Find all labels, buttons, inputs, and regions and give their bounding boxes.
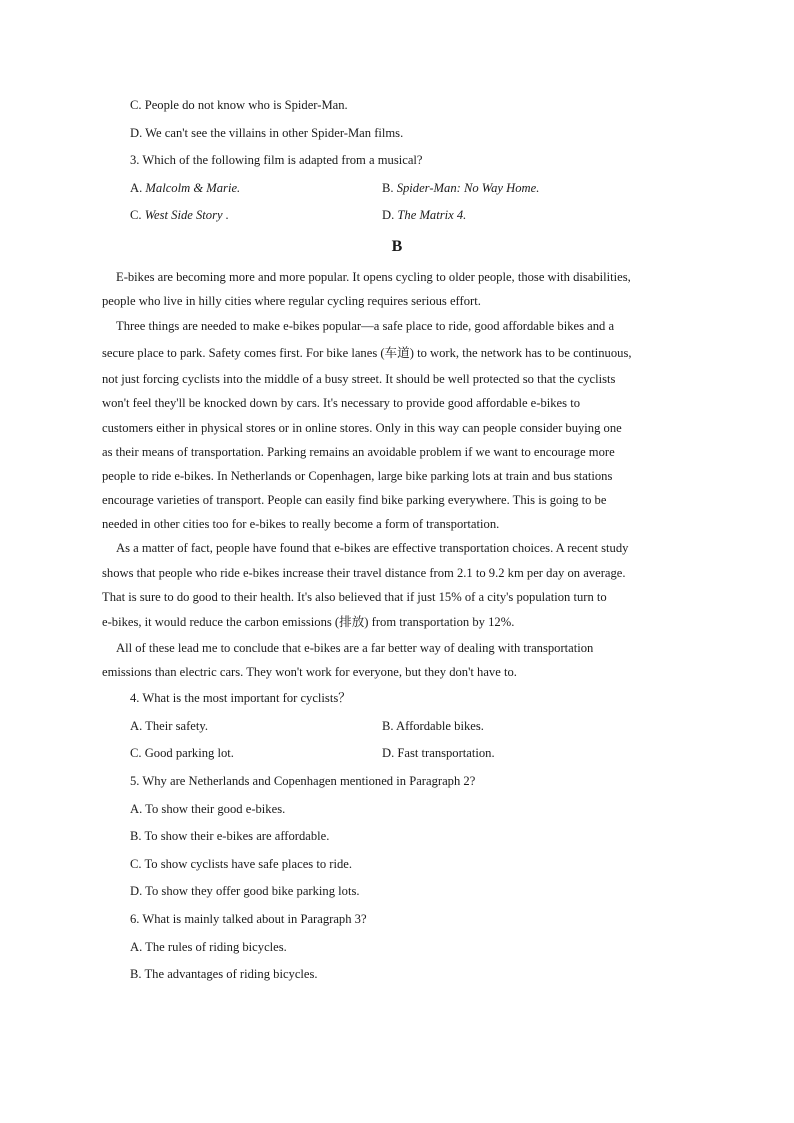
passage-line: As a matter of fact, people have found that e-bikes are effective transportation choices. A recent study [116, 541, 629, 555]
q4-option-c: C. Good parking lot. [130, 746, 234, 760]
q3-option-d [382, 207, 466, 223]
q2-option-d: D. We can't see the villains in other Spider-Man films. [130, 126, 404, 140]
passage-line: All of these lead me to conclude that e-bikes are a far better way of dealing with transportation [116, 641, 594, 655]
passage-line: won't feel they'll be knocked down by cars. It's necessary to provide good affordable e-bikes to [102, 396, 580, 410]
q4-option-a: A. Their safety. [130, 719, 208, 733]
passage-line: That is sure to do good to their health. It's also believed that if just 15% of a city's population turn to [102, 590, 607, 604]
passage-line: people to ride e-bikes. In Netherlands or Copenhagen, large bike parking lots at train and bus stations [102, 469, 613, 483]
passage-line: E-bikes are becoming more and more popular. It opens cycling to older people, those with disabilities, [116, 270, 631, 284]
film-title: West Side Story . [144, 208, 229, 222]
q4-option-b: B. Affordable bikes. [382, 719, 484, 733]
passage-line: customers either in physical stores or in online stores. Only in this way can people consider buying one [102, 421, 622, 435]
option-letter: D. [382, 208, 398, 222]
film-title: Malcolm & Marie. [145, 181, 241, 195]
passage-line: people who live in hilly cities where regular cycling requires serious effort. [102, 294, 481, 308]
q6-stem: 6. What is mainly talked about in Paragraph 3? [130, 912, 367, 926]
passage-line: encourage varieties of transport. People can easily find bike parking everywhere. This is going to be [102, 493, 607, 507]
option-letter: B. [382, 181, 397, 195]
passage-line: not just forcing cyclists into the middle of a busy street. It should be well protected so that the cyclists [102, 372, 616, 386]
section-heading: B [391, 238, 403, 255]
passage-line: Three things are needed to make e-bikes popular—a safe place to ride, good affordable bikes and a [116, 319, 615, 333]
q5-option-c: C. To show cyclists have safe places to ride. [130, 857, 353, 871]
q4-option-d: D. Fast transportation. [382, 746, 495, 760]
film-title: Spider-Man: No Way Home. [396, 181, 540, 195]
passage-line: secure place to park. Safety comes first. For bike lanes (车道) to work, the network has to be continuous, [102, 346, 632, 360]
passage-line: e-bikes, it would reduce the carbon emissions (排放) from transportation by 12%. [102, 615, 515, 629]
q6-option-b: B. The advantages of riding bicycles. [130, 967, 318, 981]
passage-line: needed in other cities too for e-bikes to really become a form of transportation. [102, 517, 500, 531]
q3-option-c [130, 207, 229, 223]
passage-line: shows that people who ride e-bikes increase their travel distance from 2.1 to 9.2 km per day on average. [102, 566, 626, 580]
q5-option-b: B. To show their e-bikes are affordable. [130, 829, 330, 843]
q5-option-a: A. To show their good e-bikes. [130, 802, 286, 816]
q3-option-b [382, 180, 539, 196]
q3-option-a [130, 180, 240, 196]
q2-option-c: C. People do not know who is Spider-Man. [130, 98, 348, 112]
film-title: The Matrix 4. [397, 208, 467, 222]
q4-stem: 4. What is the most important for cyclists？ [130, 691, 351, 705]
passage-line: emissions than electric cars. They won't work for everyone, but they don't have to. [102, 665, 517, 679]
passage-line: as their means of transportation. Parking remains an avoidable problem if we want to encourage more [102, 445, 615, 459]
q6-option-a: A. The rules of riding bicycles. [130, 940, 287, 954]
option-letter: A. [130, 181, 146, 195]
q5-option-d: D. To show they offer good bike parking lots. [130, 884, 360, 898]
option-letter: C. [130, 208, 145, 222]
q5-stem: 5. Why are Netherlands and Copenhagen mentioned in Paragraph 2? [130, 774, 476, 788]
q3-stem: 3. Which of the following film is adapted from a musical? [130, 153, 423, 167]
